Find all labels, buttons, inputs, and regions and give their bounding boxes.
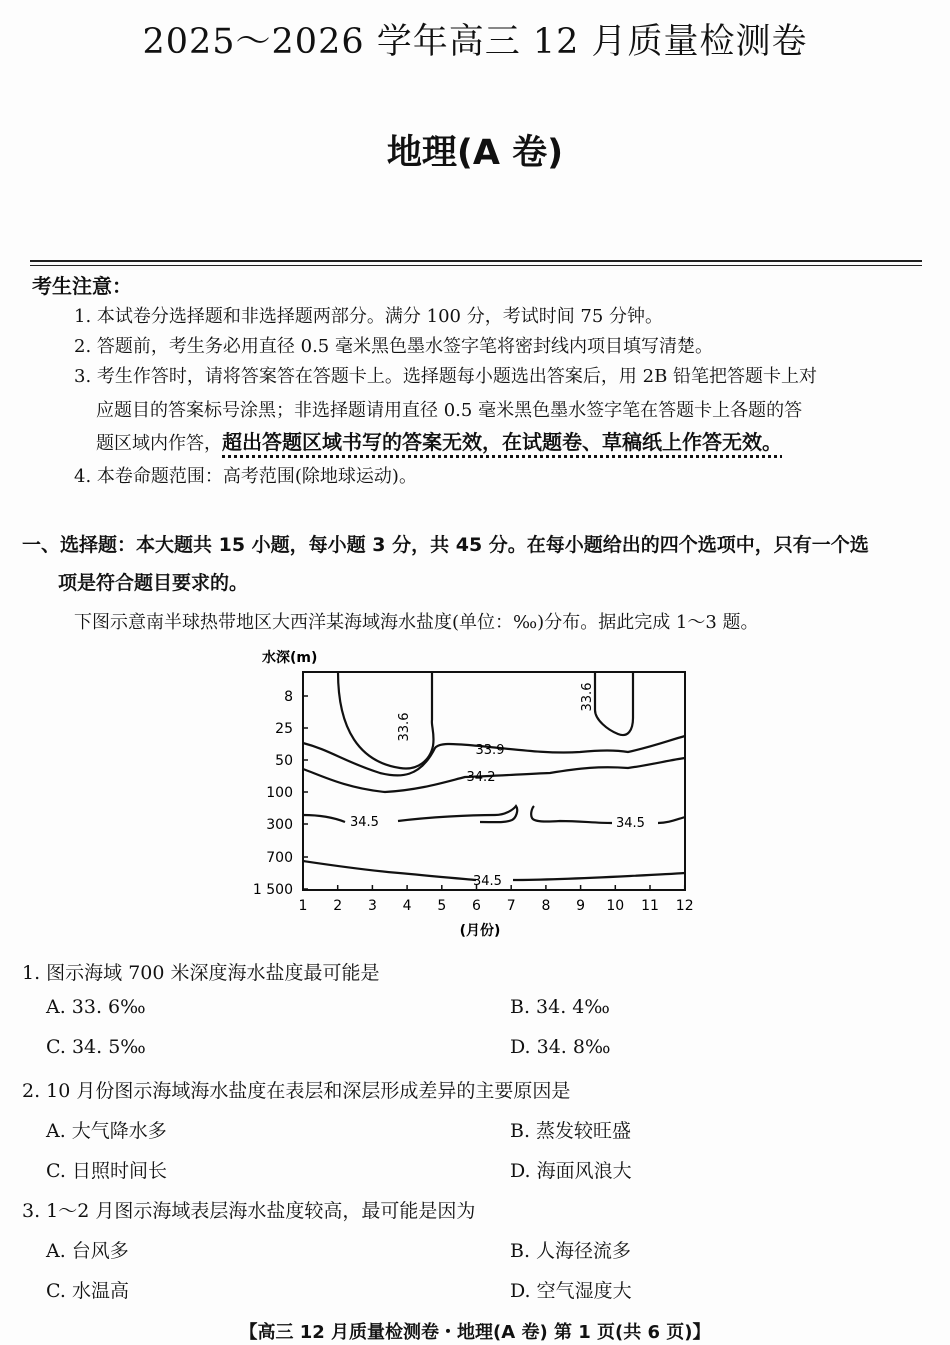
x-tick-label: 8 bbox=[541, 898, 551, 914]
question-2-option-a: A. 大气降水多 bbox=[46, 1120, 167, 1142]
isoline-33-6-right bbox=[595, 672, 633, 735]
x-tick-label: 4 bbox=[402, 898, 412, 914]
question-2-option-d: D. 海面风浪大 bbox=[510, 1160, 632, 1182]
subject-title: 地理(A 卷) bbox=[386, 133, 564, 173]
header-rule-top bbox=[30, 260, 922, 262]
isoline-34-5-upper-right bbox=[531, 806, 685, 823]
chart-x-label: (月份) bbox=[459, 923, 501, 939]
y-tick-label: 50 bbox=[275, 753, 293, 769]
question-2-option-c: C. 日照时间长 bbox=[46, 1160, 167, 1182]
y-tick-label: 8 bbox=[284, 689, 293, 705]
question-3-option-c: C. 水温高 bbox=[46, 1280, 129, 1302]
notice-item-3-line-1: 3. 考生作答时，请将答案答在答题卡上。选择题每小题选出答案后，用 2B 铅笔把答题卡上对 bbox=[74, 366, 818, 387]
question-2-option-b: B. 蒸发较旺盛 bbox=[510, 1120, 632, 1142]
y-tick-label: 100 bbox=[266, 785, 293, 801]
page-footer: 【高三 12 月质量检测卷・地理(A 卷) 第 1 页(共 6 页)】 bbox=[239, 1322, 711, 1343]
x-tick-label: 1 bbox=[298, 898, 308, 914]
y-tick-label: 700 bbox=[266, 850, 293, 866]
question-3-option-d: D. 空气湿度大 bbox=[510, 1280, 632, 1302]
x-tick-label: 2 bbox=[333, 898, 343, 914]
section-1-heading-line-1: 一、选择题：本大题共 15 小题，每小题 3 分，共 45 分。在每小题给出的四个选项中，只有一个选 bbox=[22, 534, 869, 556]
x-tick-label: 6 bbox=[472, 898, 481, 914]
isoline-label-33-6-left: 33.6 bbox=[397, 712, 412, 742]
isoline-34-5-upper-left bbox=[303, 806, 517, 822]
y-ticks bbox=[253, 689, 308, 898]
exam-title: 2025～2026 学年高三 12 月质量检测卷 bbox=[142, 22, 808, 62]
x-tick-label: 9 bbox=[576, 898, 586, 914]
y-tick-label: 1 500 bbox=[252, 882, 293, 898]
question-1-option-b: B. 34. 4‰ bbox=[510, 996, 610, 1018]
notice-item-3-plain: 题区域内作答， bbox=[96, 433, 222, 454]
question-3-option-a: A. 台风多 bbox=[46, 1240, 129, 1262]
y-tick-label: 25 bbox=[275, 721, 293, 737]
isoline-33-6-left bbox=[338, 672, 434, 768]
header-rule-bottom bbox=[30, 265, 922, 266]
notice-item-3-emphasis: 超出答题区域书写的答案无效，在试题卷、草稿纸上作答无效。 bbox=[222, 430, 782, 454]
notice-heading: 考生注意： bbox=[32, 274, 132, 298]
question-1-option-c: C. 34. 5‰ bbox=[46, 1036, 146, 1058]
notice-item-3-line-2: 应题目的答案标号涂黑；非选择题请用直径 0.5 毫米黑色墨水签字笔在答题卡上各题的答 bbox=[96, 400, 803, 421]
isoline-label-34-5-upper-left: 34.5 bbox=[350, 815, 379, 830]
salinity-chart-svg bbox=[250, 640, 710, 940]
salinity-chart bbox=[250, 640, 710, 940]
section-1-heading-line-2: 项是符合题目要求的。 bbox=[58, 572, 249, 594]
notice-item-3-line-3 bbox=[96, 426, 782, 455]
question-2-stem: 2. 10 月份图示海域海水盐度在表层和深层形成差异的主要原因是 bbox=[22, 1080, 571, 1102]
x-tick-label: 5 bbox=[437, 898, 447, 914]
isoline-label-33-9: 33.9 bbox=[475, 743, 505, 758]
x-tick-label: 3 bbox=[367, 898, 377, 914]
notice-item-1: 1. 本试卷分选择题和非选择题两部分。满分 100 分，考试时间 75 分钟。 bbox=[74, 306, 664, 327]
question-3-stem: 3. 1～2 月图示海域表层海水盐度较高，最可能是因为 bbox=[22, 1200, 476, 1222]
chart-y-label: 水深(m) bbox=[262, 650, 318, 666]
isoline-label-34-5-upper-right: 34.5 bbox=[616, 816, 645, 831]
isoline-label-34-2: 34.2 bbox=[466, 770, 496, 785]
x-tick-label: 11 bbox=[641, 898, 659, 914]
x-tick-label: 12 bbox=[675, 898, 694, 914]
question-1-stem: 1. 图示海域 700 米深度海水盐度最可能是 bbox=[22, 962, 380, 984]
x-tick-label: 10 bbox=[606, 898, 625, 914]
notice-item-4: 4. 本卷命题范围：高考范围(除地球运动)。 bbox=[74, 466, 417, 487]
isoline-label-33-6-right: 33.6 bbox=[580, 682, 595, 712]
y-tick-label: 300 bbox=[266, 817, 293, 833]
x-tick-label: 7 bbox=[506, 898, 516, 914]
question-1-option-a: A. 33. 6‰ bbox=[46, 996, 146, 1018]
isoline-label-34-5-lower: 34.5 bbox=[473, 874, 502, 889]
question-3-option-b: B. 人海径流多 bbox=[510, 1240, 632, 1262]
section-1-intro: 下图示意南半球热带地区大西洋某海域海水盐度(单位：‰)分布。据此完成 1～3 题。 bbox=[74, 612, 759, 633]
notice-item-2: 2. 答题前，考生务必用直径 0.5 毫米黑色墨水签字笔将密封线内项目填写清楚。 bbox=[74, 336, 713, 357]
question-1-option-d: D. 34. 8‰ bbox=[510, 1036, 611, 1058]
